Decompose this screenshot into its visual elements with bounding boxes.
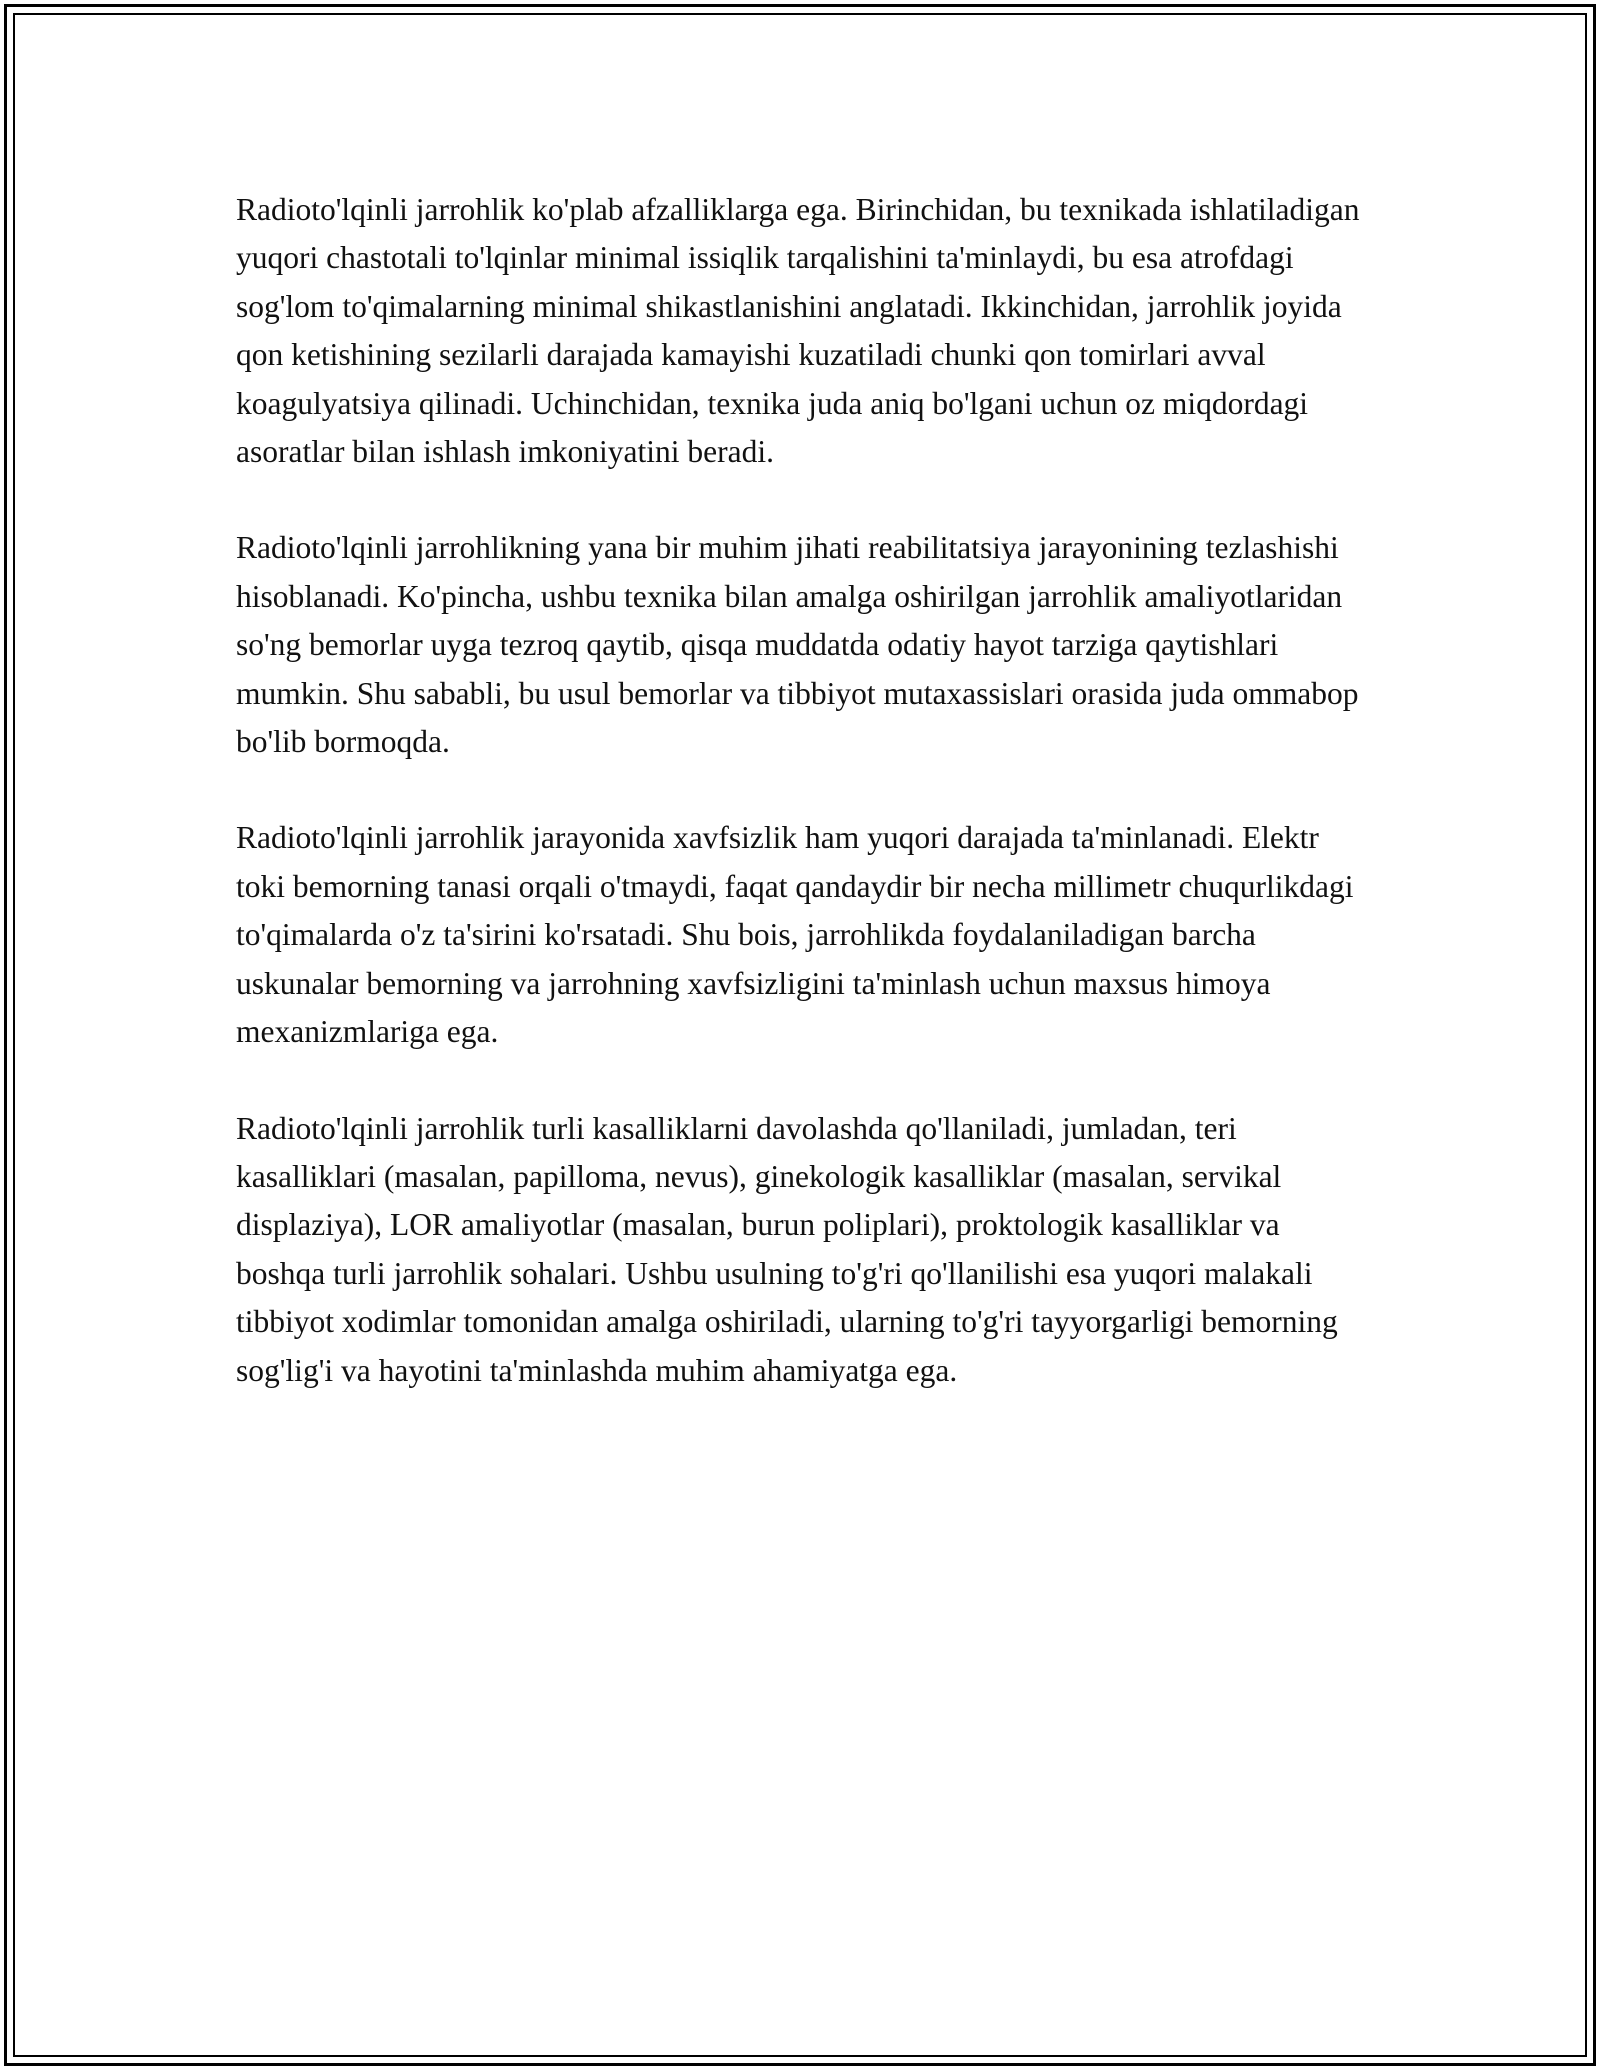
paragraph-safety: Radioto'lqinli jarrohlik jarayonida xavfsizlik ham yuqori darajada ta'minlanadi. Elektr toki bemorning tanasi orqali o'tmaydi, faqat qandaydir bir necha millimetr chuqurlikdagi to'qimalarda o'z ta'sirini ko'rsatadi. Shu bois, jarrohlikda foydalaniladigan barcha uskunalar bemorning va jarrohning xavfsizligini ta'minlash uchun maxsus himoya mexanizmlariga ega. <box>236 820 1354 1050</box>
document-body <box>236 186 1366 1443</box>
paragraph-applications: Radioto'lqinli jarrohlik turli kasalliklarni davolashda qo'llaniladi, jumladan, teri kasalliklari (masalan, papilloma, nevus), ginekologik kasalliklar (masalan, servikal displaziya), LOR amaliyotlar (masalan, burun poliplari), proktologik kasalliklar va boshqa turli jarrohlik sohalari. Ushbu usulning to'g'ri qo'llanilishi esa yuqori malakali tibbiyot xodimlar tomonidan amalga oshiriladi, ularning to'g'ri tayyorgarligi bemorning sog'lig'i va hayotini ta'minlashda muhim ahamiyatga ega. <box>236 1110 1338 1388</box>
paragraph-rehabilitation: Radioto'lqinli jarrohlikning yana bir muhim jihati reabilitatsiya jarayonining tezlashishi hisoblanadi. Ko'pincha, ushbu texnika bilan amalga oshirilgan jarrohlik amaliyotlaridan so'ng bemorlar uyga tezroq qaytib, qisqa muddatda odatiy hayot tarziga qaytishlari mumkin. Shu sababli, bu usul bemorlar va tibbiyot mutaxassislari orasida juda ommabop bo'lib bormoqda. <box>236 530 1359 760</box>
paragraph-advantages: Radioto'lqinli jarrohlik ko'plab afzalliklarga ega. Birinchidan, bu texnikada ishlatiladigan yuqori chastotali to'lqinlar minimal issiqlik tarqalishini ta'minlaydi, bu esa atrofdagi sog'lom to'qimalarning minimal shikastlanishini anglatadi. Ikkinchidan, jarrohlik joyida qon ketishining sezilarli darajada kamayishi kuzatiladi chunki qon tomirlari avval koagulyatsiya qilinadi. Uchinchidan, texnika juda aniq bo'lgani uchun oz miqdordagi asoratlar bilan ishlash imkoniyatini beradi. <box>236 192 1360 470</box>
